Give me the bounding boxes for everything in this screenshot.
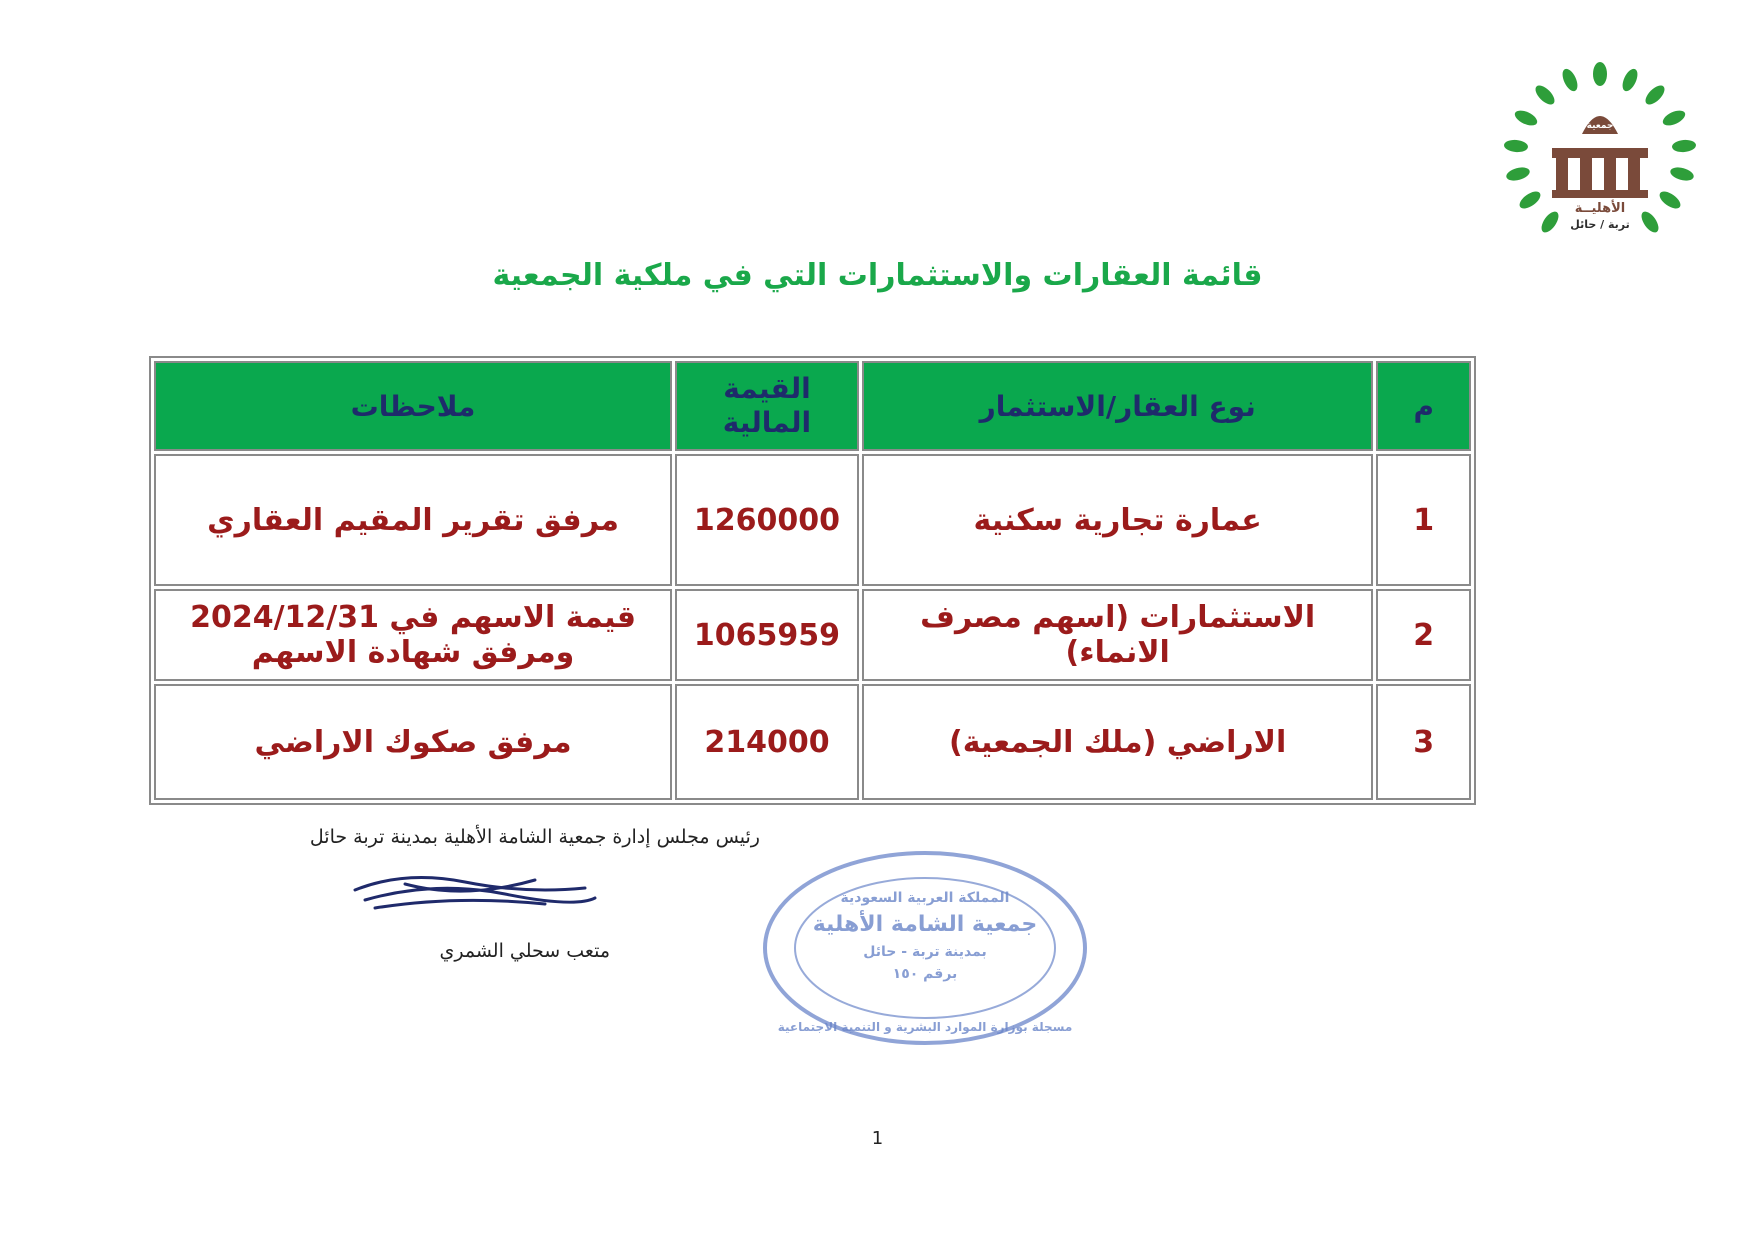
header-value-line1: القيمة bbox=[723, 372, 811, 405]
row-index: 2 bbox=[1376, 589, 1471, 681]
row-value: 1065959 bbox=[675, 589, 859, 681]
logo-location: تربة / حائل bbox=[1570, 218, 1630, 231]
row-value: 214000 bbox=[675, 684, 859, 800]
header-value-line2: المالية bbox=[722, 406, 812, 439]
stamp-line4: برقم ١٥٠ bbox=[892, 966, 958, 982]
official-stamp bbox=[760, 848, 1090, 1048]
table-header-row bbox=[154, 361, 1471, 451]
row-value: 1260000 bbox=[675, 454, 859, 586]
handwritten-signature bbox=[345, 860, 605, 930]
table-row bbox=[154, 454, 1471, 586]
table-row bbox=[154, 589, 1471, 681]
signatory-title: رئيس مجلس إدارة جمعية الشامة الأهلية بمدينة تربة حائل bbox=[309, 826, 760, 848]
organization-logo bbox=[1500, 60, 1700, 250]
header-index: م bbox=[1376, 361, 1471, 451]
row-notes: مرفق صكوك الاراضي bbox=[154, 684, 672, 800]
row-type: الاراضي (ملك الجمعية) bbox=[862, 684, 1374, 800]
table-row bbox=[154, 684, 1471, 800]
document-title: قائمة العقارات والاستثمارات التي في ملكية الجمعية bbox=[492, 258, 1263, 293]
row-type: الاستثمارات (اسهم مصرف الانماء) bbox=[862, 589, 1374, 681]
row-notes: قيمة الاسهم في 2024/12/31 ومرفق شهادة الاسهم bbox=[154, 589, 672, 681]
row-type: عمارة تجارية سكنية bbox=[862, 454, 1374, 586]
header-notes: ملاحظات bbox=[154, 361, 672, 451]
page-number: 1 bbox=[871, 1128, 884, 1149]
row-index: 3 bbox=[1376, 684, 1471, 800]
stamp-line3: بمدينة تربة - حائل bbox=[863, 944, 987, 960]
row-notes: مرفق تقرير المقيم العقاري bbox=[154, 454, 672, 586]
stamp-line1: المملكة العربية السعودية bbox=[840, 890, 1010, 906]
logo-subtitle: الأهليــة bbox=[1574, 201, 1626, 216]
header-value bbox=[675, 361, 859, 451]
header-type: نوع العقار/الاستثمار bbox=[862, 361, 1374, 451]
signatory-name: متعب سحلي الشمري bbox=[439, 940, 610, 962]
stamp-ring-text: مسجلة بوزارة الموارد البشرية و التنمية الاجتماعية bbox=[777, 1020, 1073, 1034]
row-index: 1 bbox=[1376, 454, 1471, 586]
stamp-line2: جمعية الشامة الأهلية bbox=[812, 912, 1038, 937]
assets-table bbox=[149, 356, 1476, 805]
logo-badge: جمعية bbox=[1586, 121, 1614, 131]
